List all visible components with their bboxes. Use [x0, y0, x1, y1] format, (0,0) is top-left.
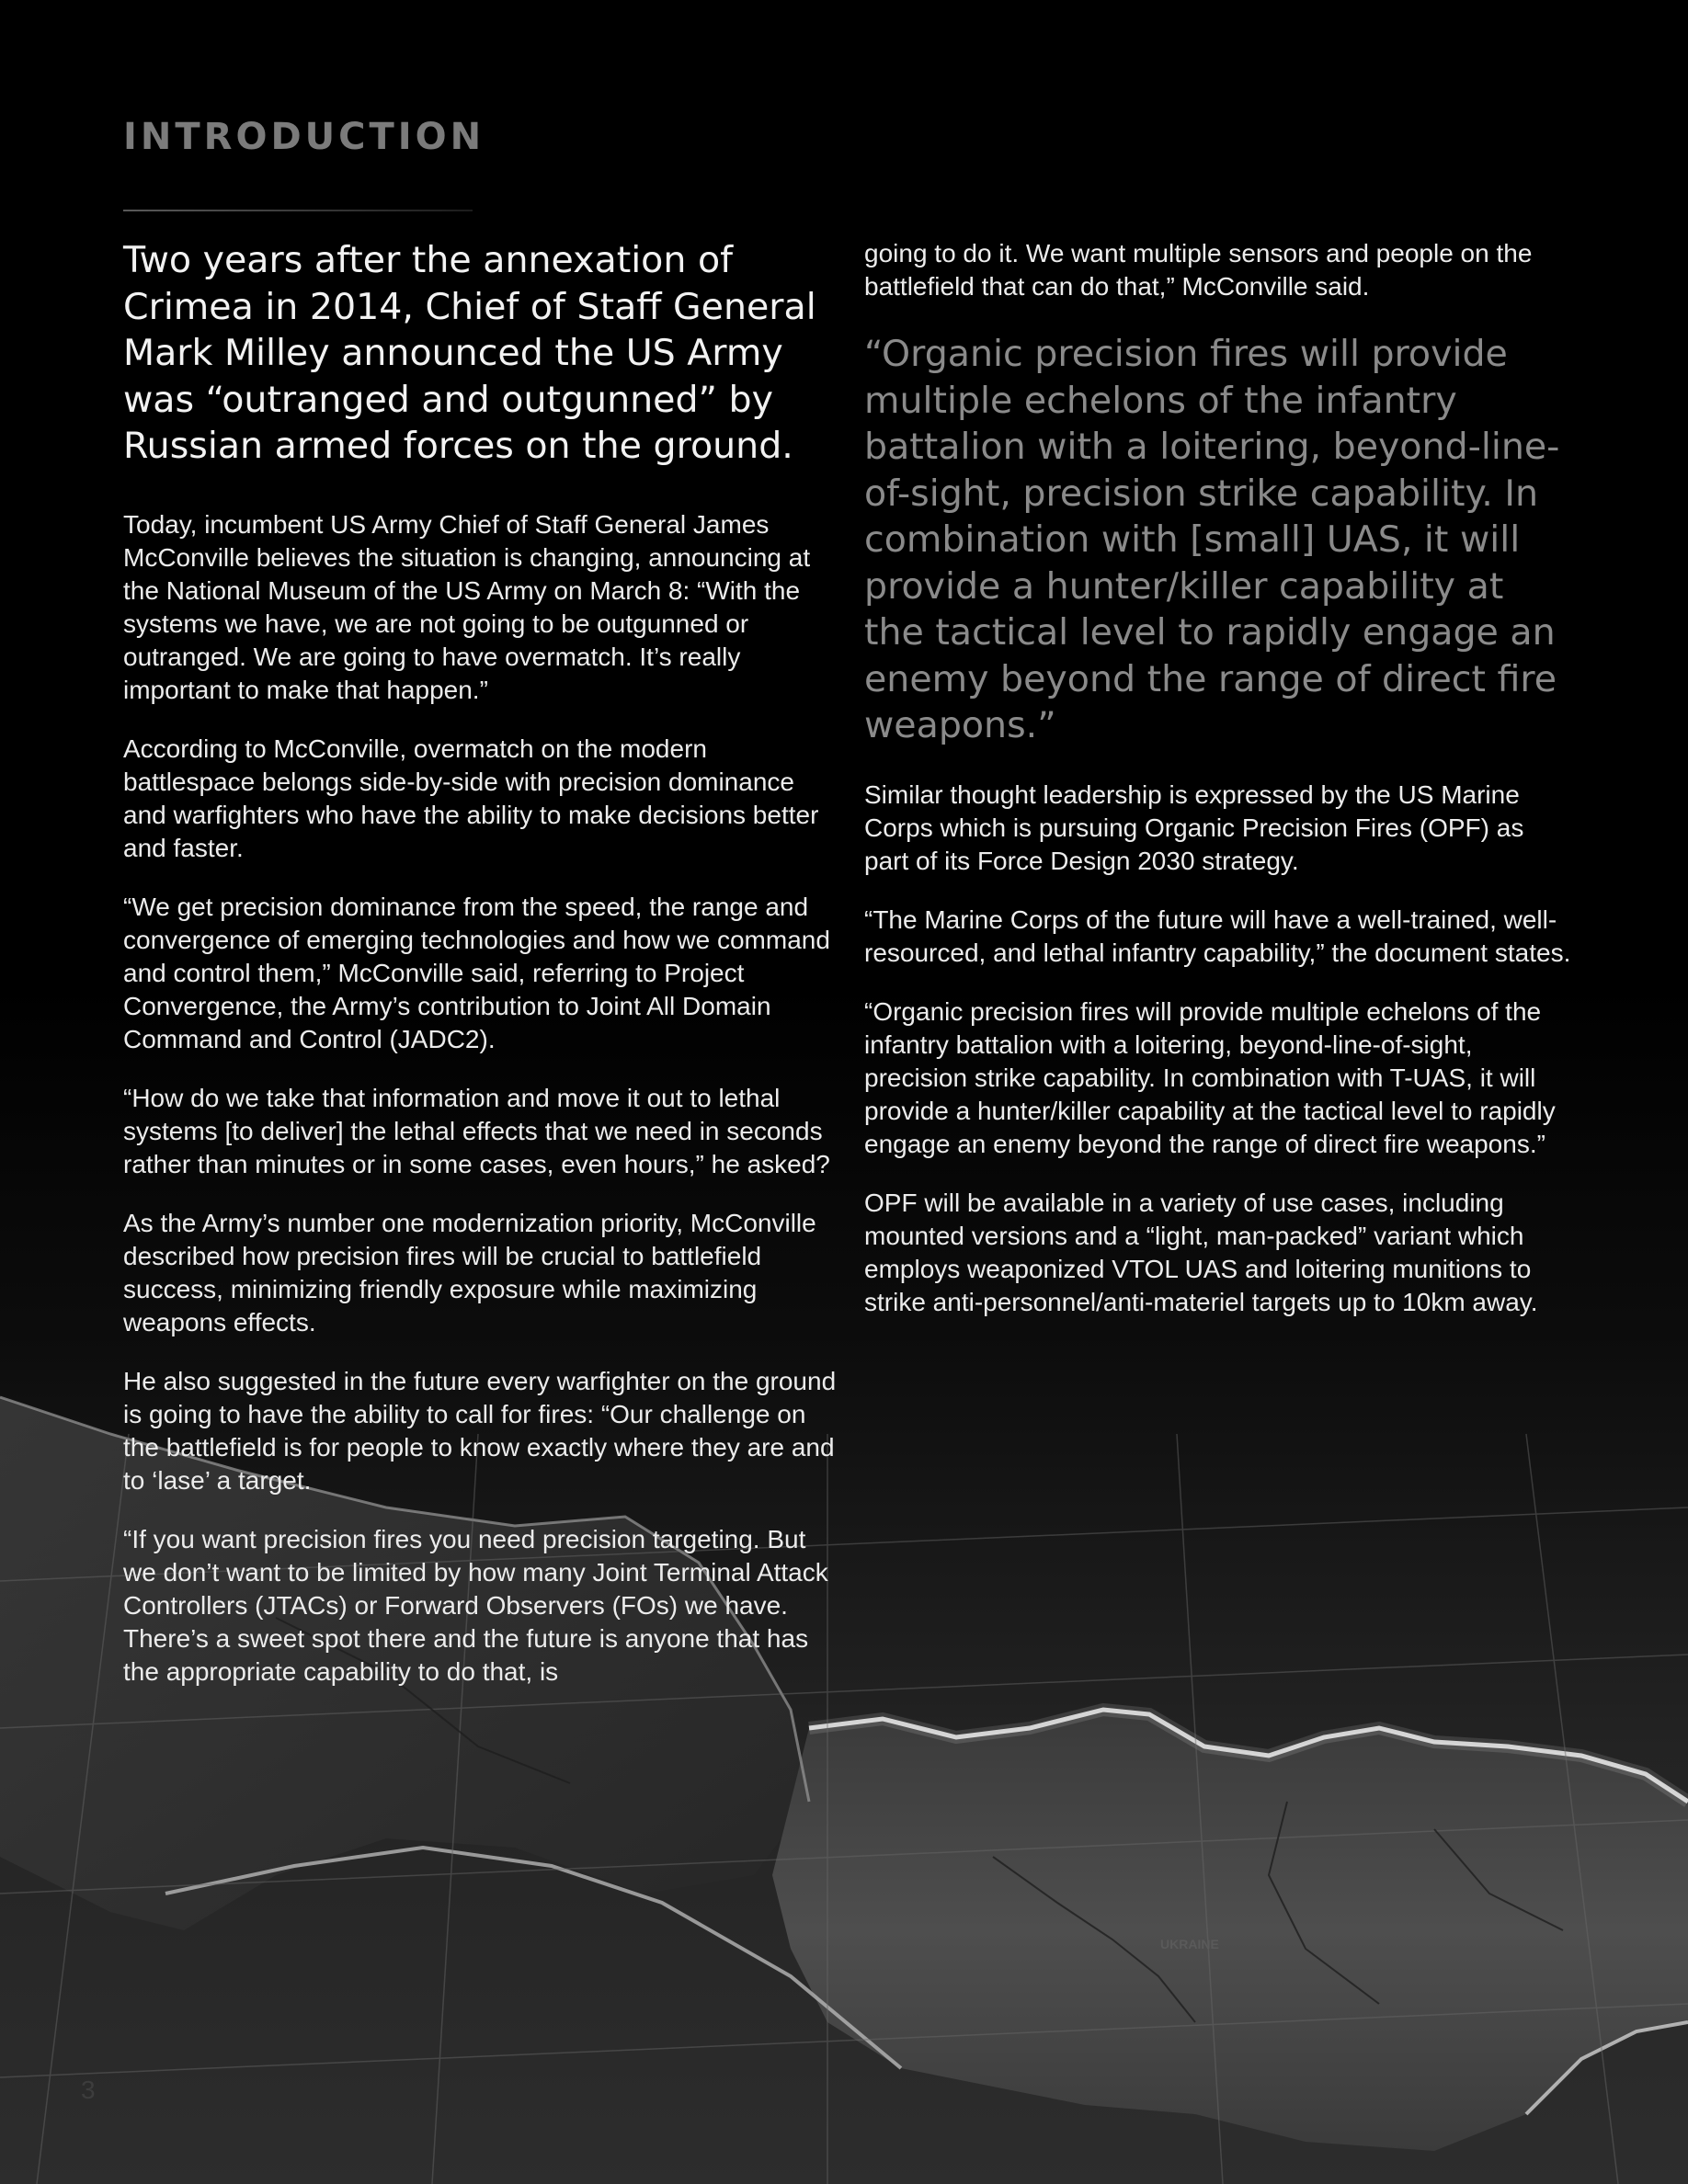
body-paragraph: Similar thought leadership is expressed by the US Marine Corps which is pursuing Organic Precision Fires (OPF) as part of its Force Design 2030 strategy.	[864, 779, 1524, 875]
map-country-label: UKRAINE	[1160, 1937, 1219, 1951]
left-column	[123, 237, 842, 1714]
body-paragraph: According to McConville, overmatch on the modern battlespace belongs side-by-side with precision dominance and warfighters who have the ability to make decisions better and faster.	[123, 734, 819, 862]
body-paragraph: “How do we take that information and move it out to lethal systems [to deliver] the lethal effects that we need in seconds rather than minutes or in some cases, even hours,” he asked?	[123, 1083, 830, 1178]
page-number: 3	[81, 2076, 96, 2104]
body-paragraph: He also suggested in the future every warfighter on the ground is going to have the ability to call for fires: “Our challenge on the battlefield is for people to know exactly where they are and to ‘lase’ a target.	[123, 1366, 837, 1495]
body-paragraph: “The Marine Corps of the future will have a well-trained, well-resourced, and lethal infantry capability,” the document states.	[864, 904, 1571, 967]
body-paragraph: As the Army’s number one modernization priority, McConville described how precision fires will be crucial to battlefield success, minimizing friendly exposure while maximizing weapons effects.	[123, 1208, 816, 1337]
section-label: INTRODUCTION	[123, 116, 485, 158]
right-column	[864, 237, 1574, 1345]
body-paragraph: “Organic precision fires will provide multiple echelons of the infantry battalion with a loitering, beyond-line-of-sight, precision strike capability. In combination with T-UAS, it will provide a hunter/killer capability at the tactical level to rapidly engage an enemy beyond the range of direct fire weapons.”	[864, 996, 1556, 1158]
body-paragraph: “If you want precision fires you need precision targeting. But we don’t want to be limited by how many Joint Terminal Attack Controllers (JTACs) or Forward Observers (FOs) we have. There’s a sweet spot there and the future is anyone that has the appropriate capability to do that, is	[123, 1524, 828, 1686]
pull-quote: “Organic precision fires will provide multiple echelons of the infantry battalion with a loitering, beyond-line-of-sight, precision strike capability. In combination with [small] UAS, it will provide a hunter/killer capability at the tactical level to rapidly engage an enemy beyond the range of direct fire weapons.”	[864, 333, 1560, 746]
body-paragraph: “We get precision dominance from the speed, the range and convergence of emerging technologies and how we command and control them,” McConville said, referring to Project Convergence, the Army’s contribution to Joint All Domain Command and Control (JADC2).	[123, 892, 830, 1053]
lede-paragraph: Two years after the annexation of Crimea in 2014, Chief of Staff General Mark Milley announced the US Army was “outranged and outgunned” by Russian armed forces on the ground.	[123, 239, 816, 467]
body-paragraph-continued: going to do it. We want multiple sensors and people on the battlefield that can do that,” McConville said.	[864, 239, 1533, 301]
body-paragraph: Today, incumbent US Army Chief of Staff General James McConville believes the situation is changing, announcing at the National Museum of the US Army on March 8: “With the systems we have, we are not going to be outgunned or outranged. We are going to have overmatch. It’s really important to make that happen.”	[123, 509, 811, 704]
section-divider	[123, 210, 473, 211]
body-paragraph: OPF will be available in a variety of use cases, including mounted versions and a “light, man-packed” variant which employs weaponized VTOL UAS and loitering munitions to strike anti-personnel/anti-materiel targets up to 10km away.	[864, 1188, 1538, 1316]
